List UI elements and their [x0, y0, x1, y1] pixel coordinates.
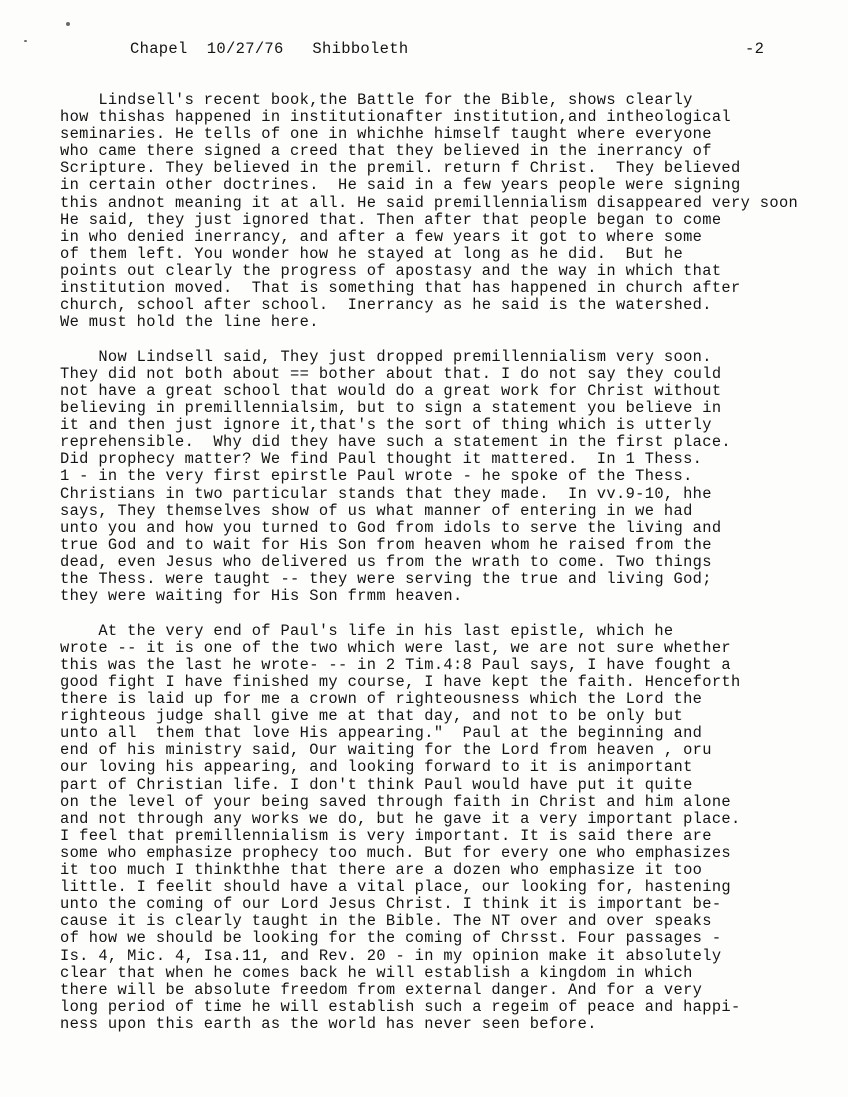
text-line: dead, even Jesus who delivered us from the wrath to come. Two things	[60, 552, 712, 571]
text-line: on the level of your being saved through faith in Christ and him alone	[60, 792, 732, 811]
text-line: We must hold the line here.	[60, 313, 319, 332]
text-line: it too much I thinkthhe that there are a dozen who emphasize it too	[60, 861, 703, 880]
page-number: -2	[745, 40, 765, 58]
text-line: righteous judge shall give me at that day, and not to be only but	[60, 707, 684, 726]
paragraph	[60, 623, 848, 1033]
text-line: He said, they just ignored that. Then after that people began to come	[60, 210, 722, 229]
text-line: the Thess. were taught -- they were serving the true and living God;	[60, 570, 712, 589]
text-line: some who emphasize prophecy too much. But for every one who emphasizes	[60, 843, 732, 862]
text-line: how thishas happened in institutionafter institution,and intheological	[60, 108, 732, 127]
text-line: At the very end of Paul's life in his last epistle, which he	[60, 621, 674, 640]
text-line: wrote -- it is one of the two which were last, we are not sure whether	[60, 638, 732, 657]
text-line: says, They themselves show of us what manner of entering in we had	[60, 501, 693, 520]
text-line: I feel that premillennialism is very important. It is said there are	[60, 826, 712, 845]
text-line: long period of time he will establish such a regeim of peace and happi-	[60, 997, 741, 1016]
text-line: reprehensible. Why did they have such a statement in the first place.	[60, 433, 732, 452]
text-line: this andnot meaning it at all. He said premillennialism disappeared very soon	[60, 193, 799, 212]
text-line: there is laid up for me a crown of righteousness which the Lord the	[60, 690, 703, 709]
text-line: part of Christian life. I don't think Paul would have put it quite	[60, 775, 693, 794]
text-line: unto the coming of our Lord Jesus Christ. I think it is important be-	[60, 895, 722, 914]
text-line: of them left. You wonder how he stayed at long as he did. But he	[60, 244, 684, 263]
text-line: in who denied inerrancy, and after a few years it got to where some	[60, 227, 703, 246]
text-line: points out clearly the progress of apostasy and the way in which that	[60, 261, 722, 280]
text-line: and not through any works we do, but he gave it a very important place.	[60, 809, 741, 828]
text-line: Christians in two particular stands that they made. In vv.9-10, hhe	[60, 484, 712, 503]
paragraph	[60, 92, 848, 331]
text-line: Lindsell's recent book,the Battle for the Bible, shows clearly	[60, 91, 693, 109]
text-line: who came there signed a creed that they believed in the inerrancy of	[60, 142, 712, 161]
text-line: church, school after school. Inerrancy as he said is the watershed.	[60, 296, 712, 315]
header-title: Chapel 10/27/76 Shibboleth	[130, 40, 409, 58]
text-line: institution moved. That is something that has happened in church after	[60, 279, 741, 298]
scan-speck	[66, 22, 70, 26]
text-line: there will be absolute freedom from external danger. And for a very	[60, 980, 703, 999]
text-line: of how we should be looking for the coming of Chrsst. Four passages -	[60, 929, 722, 948]
text-line: They did not both about == bother about that. I do not say they could	[60, 364, 722, 383]
text-line: little. I feelit should have a vital place, our looking for, hastening	[60, 878, 732, 897]
text-line: our loving his appearing, and looking forward to it is animportant	[60, 758, 693, 777]
text-line: Is. 4, Mic. 4, Isa.11, and Rev. 20 - in my opinion make it absolutely	[60, 946, 722, 965]
text-line: they were waiting for His Son frmm heaven.	[60, 587, 463, 606]
text-line: seminaries. He tells of one in whichhe himself taught where everyone	[60, 125, 712, 144]
text-line: not have a great school that would do a great work for Christ without	[60, 382, 722, 400]
text-line: Scripture. They believed in the premil. return f Christ. They believed	[60, 159, 741, 178]
page-header	[0, 40, 848, 64]
text-line: this was the last he wrote- -- in 2 Tim.4:8 Paul says, I have fought a	[60, 655, 732, 674]
text-line: good fight I have finished my course, I have kept the faith. Henceforth	[60, 673, 741, 691]
text-line: end of his ministry said, Our waiting for the Lord from heaven , oru	[60, 741, 712, 760]
text-line: Did prophecy matter? We find Paul thought it mattered. In 1 Thess.	[60, 450, 703, 469]
text-line: cause it is clearly taught in the Bible. The NT over and over speaks	[60, 912, 712, 931]
text-line: Now Lindsell said, They just dropped premillennialism very soon.	[60, 347, 712, 366]
text-line: 1 - in the very first epirstle Paul wrote - he spoke of the Thess.	[60, 467, 693, 486]
text-line: believing in premillennialsim, but to sign a statement you believe in	[60, 399, 722, 418]
text-line: ness upon this earth as the world has never seen before.	[60, 1014, 597, 1033]
text-line: unto all them that love His appearing." Paul at the beginning and	[60, 724, 703, 743]
document-body	[60, 92, 848, 1050]
text-line: clear that when he comes back he will establish a kingdom in which	[60, 963, 693, 982]
text-line: true God and to wait for His Son from heaven whom he raised from the	[60, 535, 712, 554]
paragraph	[60, 349, 848, 605]
text-line: in certain other doctrines. He said in a few years people were signing	[60, 176, 741, 195]
text-line: it and then just ignore it,that's the sort of thing which is utterly	[60, 416, 712, 435]
text-line: unto you and how you turned to God from idols to serve the living and	[60, 518, 722, 537]
